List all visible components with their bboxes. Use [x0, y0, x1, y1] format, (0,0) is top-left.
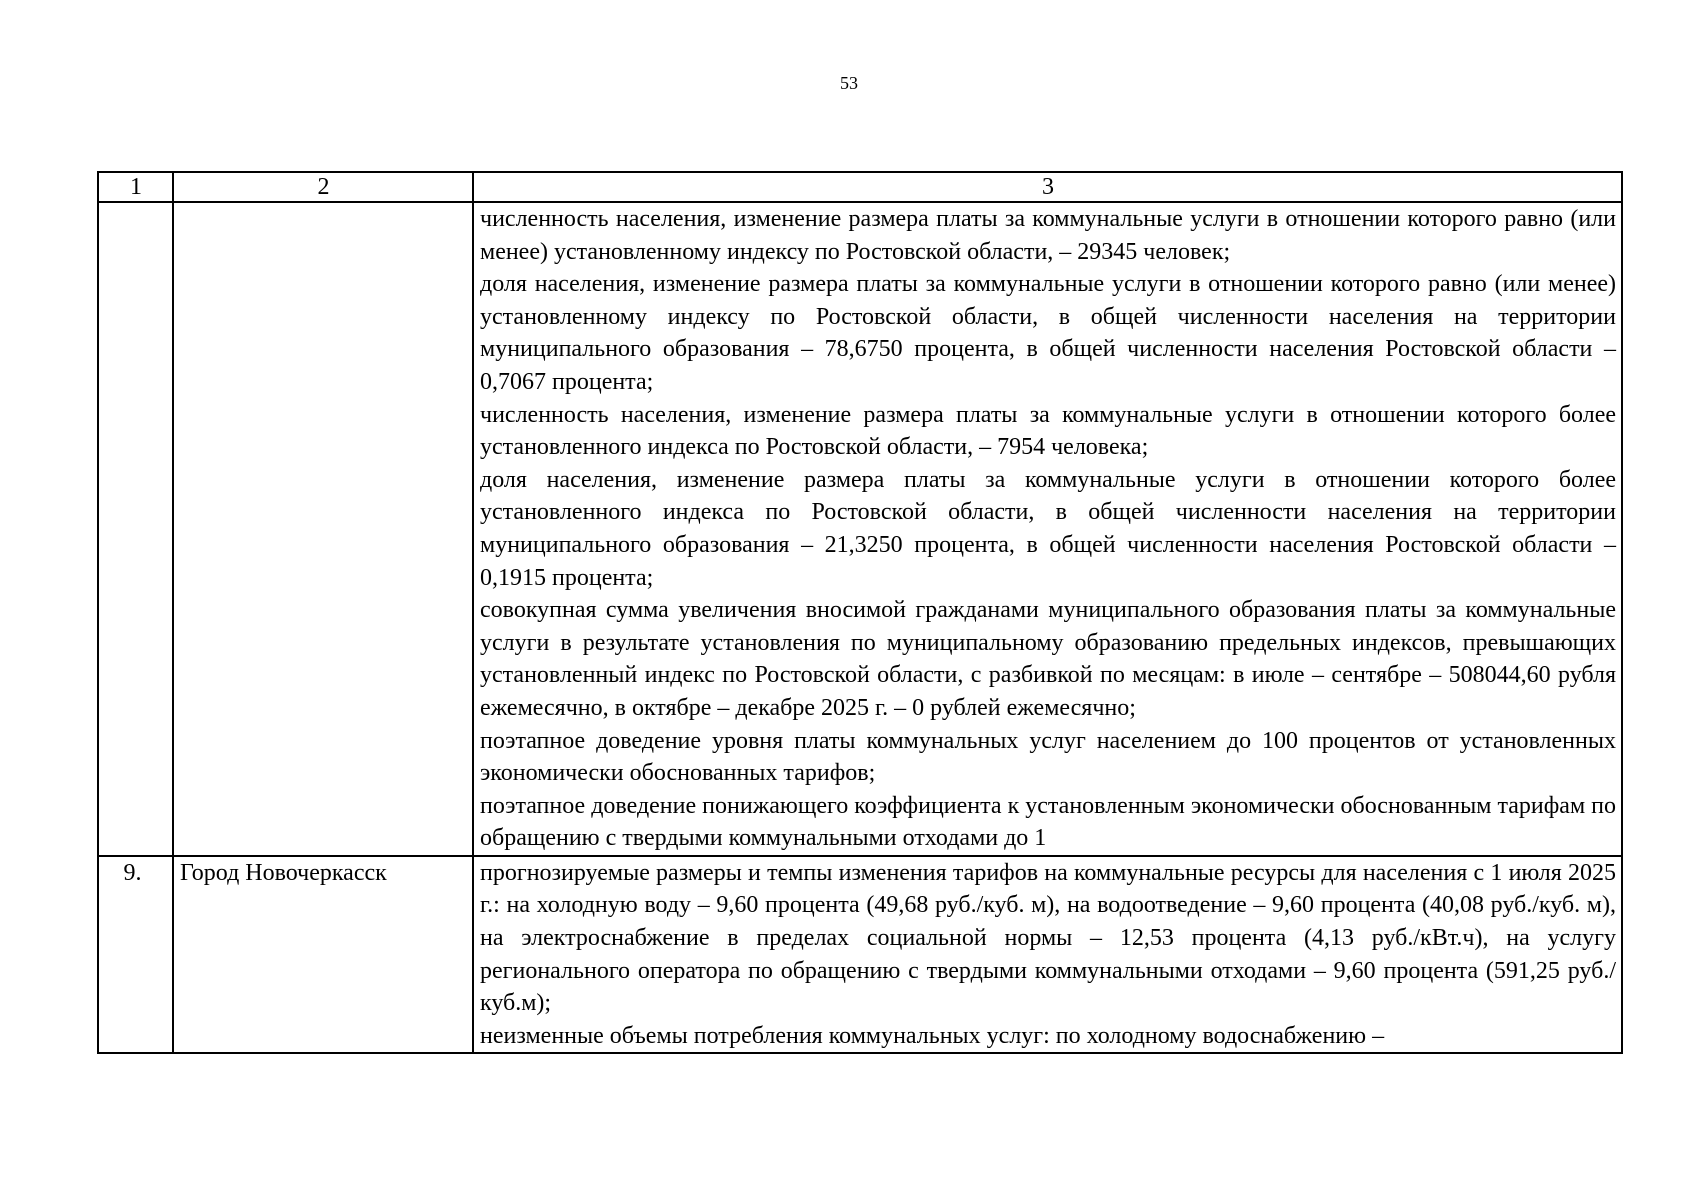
table-header-row [98, 172, 1622, 202]
paragraph: численность населения, изменение размера платы за коммунальные услуги в отношении которого более установленного индекса по Ростовской области, – 7954 человека; [480, 401, 1616, 461]
description-cell [473, 856, 1622, 1054]
table-row [98, 202, 1622, 856]
paragraph: прогнозируемые размеры и темпы изменения тарифов на коммунальные ресурсы для населения с 1 июля 2025 г.: на холодную воду – 9,60 процента (49,68 руб./куб. м), на водоотведение – 9,60 процента (40,08 руб./куб. м), на электроснабжение в пределах социальной нормы – 12,53 процента (4,13 руб./кВт.ч), на услугу регионального оператора по обращению с твердыми коммунальными отходами – 9,60 процента (591,25 руб./куб.м); [480, 859, 1616, 1017]
paragraph: неизменные объемы потребления коммунальных услуг: по холодному водоснабжению – [480, 1022, 1385, 1049]
page-number: 53 [840, 73, 858, 93]
column-header-3: 3 [473, 172, 1622, 202]
column-header-2: 2 [173, 172, 473, 202]
description-cell [473, 202, 1622, 856]
paragraph: доля населения, изменение размера платы за коммунальные услуги в отношении которого равно (или менее) установленному индексу по Ростовской области, в общей численности населения на территории муниципального образования – 78,6750 процента, в общей численности населения Ростовской области – 0,7067 процента; [480, 271, 1616, 395]
municipality-name-cell [173, 202, 473, 856]
paragraph: доля населения, изменение размера платы за коммунальные услуги в отношении которого более установленного индекса по Ростовской области, в общей численности населения на территории муниципального образования – 21,3250 процента, в общей численности населения Ростовской области – 0,1915 процента; [480, 466, 1616, 591]
row-number-cell [98, 202, 173, 856]
document-table [97, 171, 1623, 1054]
paragraph: поэтапное доведение уровня платы коммунальных услуг населением до 100 процентов от установленных экономически обоснованных тарифов; [480, 727, 1616, 787]
column-header-1: 1 [98, 172, 173, 202]
table-row [98, 856, 1622, 1054]
paragraph: совокупная сумма увеличения вносимой гражданами муниципального образования платы за коммунальные услуги в результате установления по муниципальному образованию предельных индексов, превышающих установленный индекс по Ростовской области, с разбивкой по месяцам: в июле – сентябре – 508044,60 рубля ежемесячно, в октябре – декабре 2025 г. – 0 рублей ежемесячно; [480, 597, 1616, 721]
row-number-cell: 9. [98, 856, 173, 1054]
paragraph: поэтапное доведение понижающего коэффициента к установленным экономически обоснованным тарифам по обращению с твердыми коммунальными отходами до 1 [480, 792, 1616, 852]
municipality-name-cell: Город Новочеркасск [173, 856, 473, 1054]
paragraph: численность населения, изменение размера платы за коммунальные услуги в отношении которого равно (или менее) установленному индексу по Ростовской области, – 29345 человек; [480, 206, 1616, 265]
